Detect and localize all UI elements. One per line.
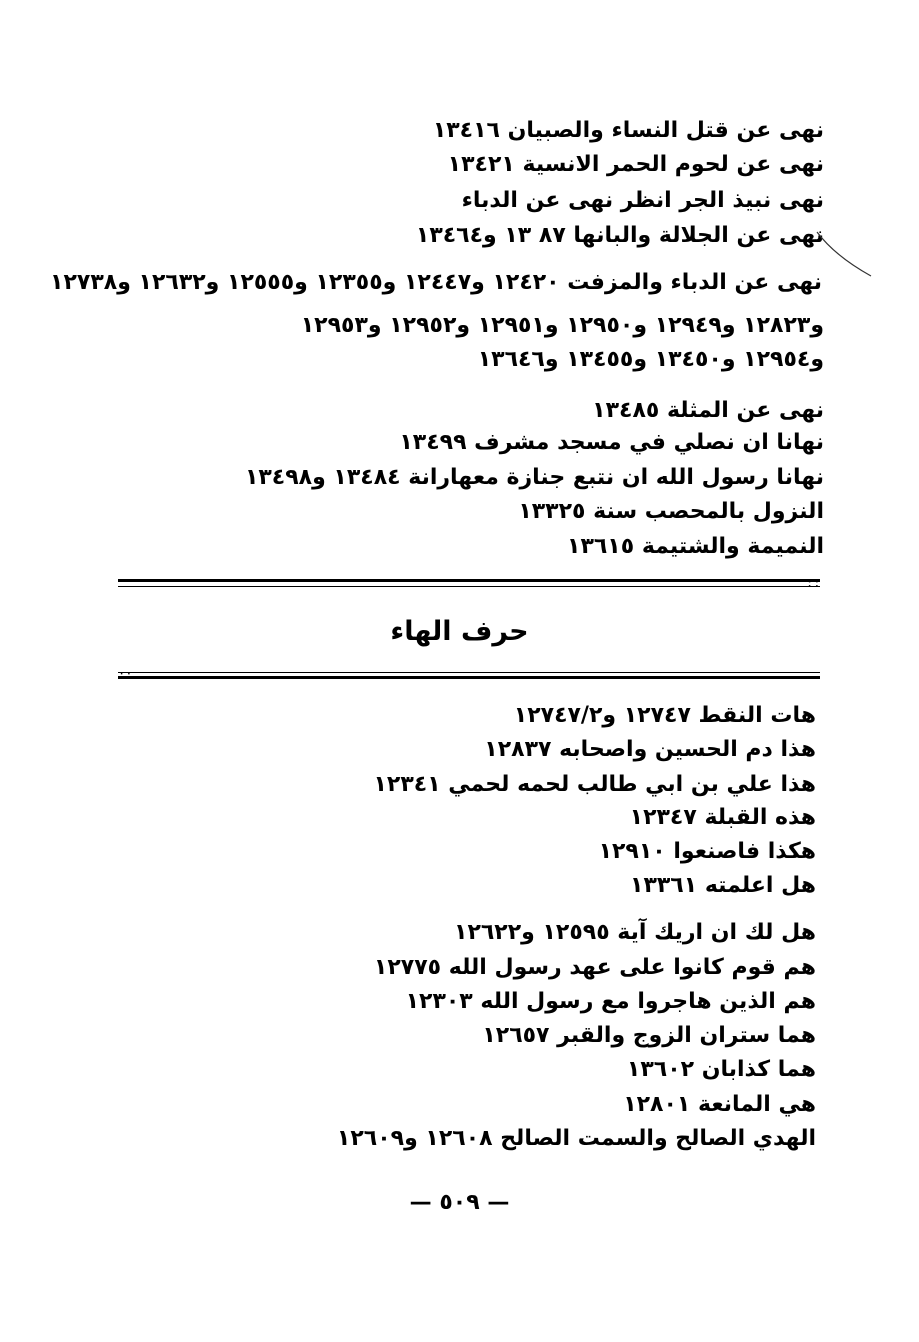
entry-line: هل اعلمته ١٣٣٦١	[630, 873, 816, 898]
pen-stroke-mark	[815, 226, 875, 286]
entry-line: النميمة والشتيمة ١٣٦١٥	[567, 534, 824, 559]
divider-ornament: ::	[118, 668, 133, 682]
entry-line: هذا علي بن ابي طالب لحمه لحمي ١٢٣٤١	[373, 772, 816, 797]
entry-line: هذه القبلة ١٢٣٤٧	[629, 805, 816, 830]
entry-line: نهانا ان نصلي في مسجد مشرف ١٣٤٩٩	[399, 430, 824, 455]
divider-rule	[118, 579, 820, 582]
entry-line: هي المانعة ١٢٨٠١	[623, 1092, 816, 1117]
entry-line: هم قوم كانوا على عهد رسول الله ١٢٧٧٥	[373, 955, 816, 980]
page-number-dash: —	[487, 1190, 510, 1215]
entry-line: نهى نبيذ الجر انظر نهى عن الدباء	[461, 188, 824, 213]
page-number-dash: —	[409, 1190, 432, 1215]
entry-line: نهى عن الدباء والمزفت ١٢٤٢٠ و١٢٤٤٧ و١٢٣٥٥ و١٢٥٥٥ و١٢٦٣٢ و١٢٧٣٨	[50, 270, 822, 295]
entry-line: هكذا فاصنعوا ١٢٩١٠	[598, 839, 816, 864]
page-number	[0, 1188, 919, 1218]
entry-line: و١٢٨٢٣ و١٢٩٤٩ و١٢٩٥٠ و١٢٩٥١ و١٢٩٥٢ و١٢٩٥٣	[300, 313, 824, 338]
page-number-value: ٥٠٩	[439, 1190, 480, 1215]
entry-line: الهدي الصالح والسمت الصالح ١٢٦٠٨ و١٢٦٠٩	[336, 1126, 816, 1151]
entry-line: هما ستران الزوج والقبر ١٢٦٥٧	[482, 1023, 816, 1048]
divider-rule	[118, 672, 820, 673]
divider-rule	[118, 586, 820, 587]
divider-ornament: ::	[806, 576, 821, 590]
entry-line: هما كذابان ١٣٦٠٢	[626, 1057, 816, 1082]
entry-line: نهى عن المثلة ١٣٤٨٥	[592, 398, 824, 423]
entry-line: نهانا رسول الله ان نتبع جنازة معهارانة ١٣٤٨٤ و١٣٤٩٨	[244, 465, 824, 490]
entry-line: النزول بالمحصب سنة ١٣٣٢٥	[518, 499, 824, 524]
section-heading: حرف الهاء	[390, 616, 529, 647]
entry-line: هم الذين هاجروا مع رسول الله ١٢٣٠٣	[405, 989, 816, 1014]
entry-line: نهى عن لحوم الحمر الانسية ١٣٤٢١	[447, 152, 824, 177]
entry-line: نهى عن الجلالة والبانها ٨٧ ١٣ و١٣٤٦٤	[415, 223, 824, 248]
entry-line: هذا دم الحسين واصحابه ١٢٨٣٧	[484, 737, 816, 762]
entry-line: نهى عن قتل النساء والصبيان ١٣٤١٦	[432, 118, 824, 143]
entry-line: هل لك ان اريك آية ١٢٥٩٥ و١٢٦٢٢	[454, 920, 816, 945]
entry-line: هات النقط ١٢٧٤٧ و١٢٧٤٧/٢	[513, 703, 816, 728]
divider-rule	[118, 676, 820, 679]
entry-line: و١٢٩٥٤ و١٣٤٥٠ و١٣٤٥٥ و١٣٦٤٦	[477, 347, 824, 372]
